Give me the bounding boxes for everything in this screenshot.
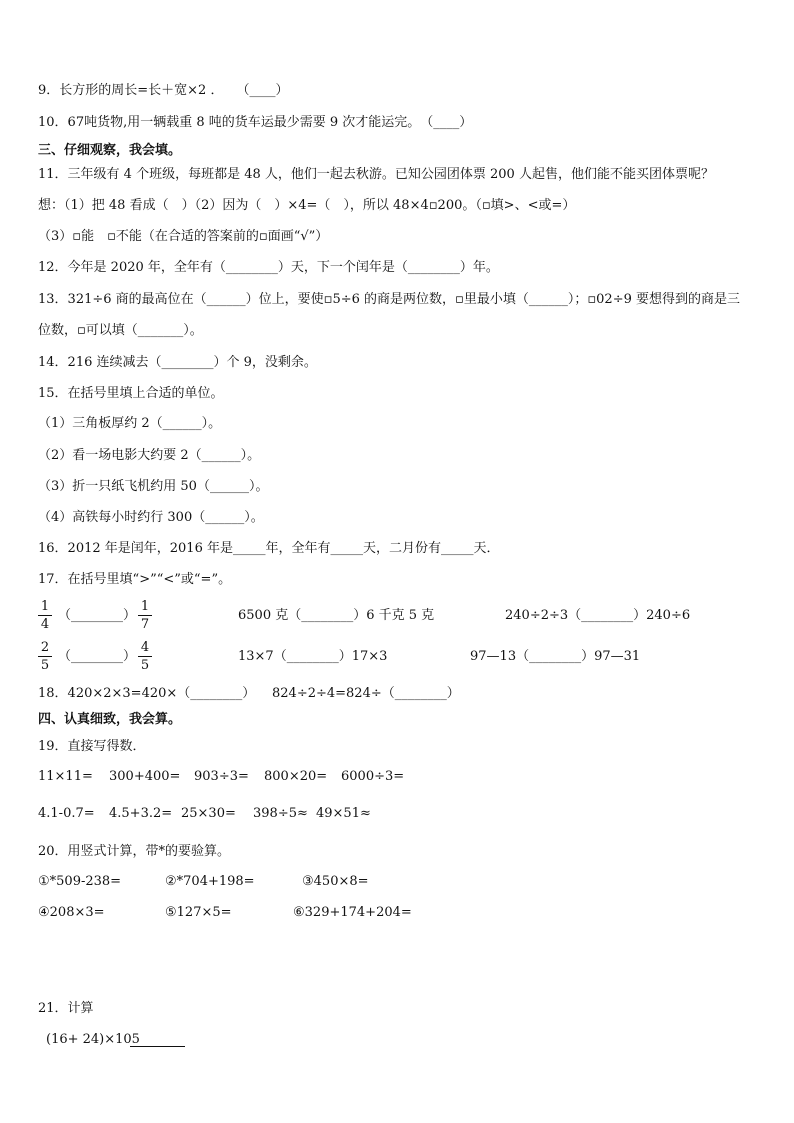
mental-math-item: 4.5+3.2= — [109, 806, 173, 821]
section-4-heading: 四、认真细致，我会算。 — [38, 712, 182, 727]
vertical-calc-item: ④208×3= — [38, 905, 105, 920]
fraction-2-5 — [38, 640, 52, 673]
fraction-denominator: 7 — [140, 617, 150, 632]
answer-blank-line — [130, 1032, 185, 1047]
question-15-item-4: （4）高铁每小时约行 300（______）。 — [38, 510, 264, 525]
mental-math-item: 4.1-0.7= — [38, 806, 95, 821]
question-20: 20．用竖式计算，带*的要验算。 — [38, 844, 231, 859]
question-18-part-2: 824÷2÷4=824÷（________） — [272, 686, 460, 701]
question-10: 10．67吨货物,用一辆载重 8 吨的货车运最少需要 9 次才能运完。 （____） — [38, 115, 473, 130]
fraction-denominator: 4 — [40, 617, 50, 632]
question-11-think: 想：（1）把 48 看成（ ）（2）因为（ ）×4=（ ），所以 48×4▫200。（▫填>、<或=） — [38, 198, 576, 213]
vertical-calc-item: ①*509-238= — [38, 874, 122, 889]
compare-division: 240÷2÷3（________）240÷6 — [505, 608, 691, 623]
fraction-numerator: 2 — [38, 640, 52, 657]
mental-math-item: 903÷3= — [194, 769, 249, 784]
mental-math-item: 300+400= — [109, 769, 181, 784]
question-21: 21．计算 — [38, 1001, 94, 1016]
mental-math-item: 25×30= — [181, 806, 236, 821]
question-18-part-1: 18．420×2×3=420×（________） — [38, 686, 256, 701]
mental-math-item: 800×20= — [264, 769, 328, 784]
question-14: 14．216 连续减去（________）个 9，没剩余。 — [38, 355, 317, 370]
question-15-item-1: （1）三角板厚约 2（______）。 — [38, 416, 222, 431]
compare-blank: （________） — [58, 608, 137, 623]
question-15-item-3: （3）折一只纸飞机约用 50（______）。 — [38, 479, 269, 494]
mental-math-item: 398÷5≈ — [253, 806, 308, 821]
section-3-heading: 三、仔细观察，我会填。 — [38, 143, 182, 158]
question-17: 17．在括号里填“>”“<”或“=”。 — [38, 572, 232, 587]
question-11-text: 11．三年级有 4 个班级，每班都是 48 人，他们一起去秋游。已知公园团体票 200 人起售，他们能不能买团体票呢？ — [38, 167, 714, 182]
fraction-numerator: 4 — [138, 640, 152, 657]
question-13-line2: 位数，▫可以填（_______）。 — [38, 323, 203, 338]
question-15-item-2: （2）看一场电影大约要 2（______）。 — [38, 448, 261, 463]
fraction-1-4 — [38, 599, 52, 632]
question-19: 19．直接写得数． — [38, 739, 146, 754]
compare-weight: 6500 克（________）6 千克 5 克 — [238, 608, 435, 623]
vertical-calc-item: ②*704+198= — [165, 874, 255, 889]
fraction-denominator: 5 — [40, 658, 50, 673]
fraction-numerator: 1 — [38, 599, 52, 616]
compare-blank: （________） — [58, 649, 137, 664]
vertical-calc-item: ⑥329+174+204= — [293, 905, 412, 920]
question-15: 15．在括号里填上合适的单位。 — [38, 386, 224, 401]
vertical-calc-item: ③450×8= — [302, 874, 369, 889]
question-9: 9．长方形的周长=长＋宽×2 ． （____） — [38, 83, 289, 98]
fraction-denominator: 5 — [140, 658, 150, 673]
question-13-line1: 13．321÷6 商的最高位在（______）位上，要使▫5÷6 的商是两位数，▫里最小填（______）；▫02÷9 要想得到的商是三 — [38, 292, 740, 307]
compare-subtract: 97—13（________）97—31 — [470, 649, 641, 664]
mental-math-item: 11×11= — [38, 769, 93, 784]
question-16: 16．2012 年是闰年，2016 年是_____年，全年有_____天，二月份有_____天． — [38, 541, 500, 556]
question-12: 12．今年是 2020 年，全年有（________）天，下一个闰年是（________）年。 — [38, 260, 499, 275]
question-11-options: （3）▫能 ▫不能（在合适的答案前的▫面画“√”） — [38, 229, 329, 244]
fraction-4-5 — [138, 640, 152, 673]
mental-math-item: 6000÷3= — [341, 769, 405, 784]
fraction-1-7 — [138, 599, 152, 632]
question-21-expression: (16+ 24)×105 — [46, 1032, 140, 1047]
mental-math-item: 49×51≈ — [316, 806, 371, 821]
vertical-calc-item: ⑤127×5= — [165, 905, 232, 920]
compare-multiply: 13×7（________）17×3 — [238, 649, 388, 664]
fraction-numerator: 1 — [138, 599, 152, 616]
